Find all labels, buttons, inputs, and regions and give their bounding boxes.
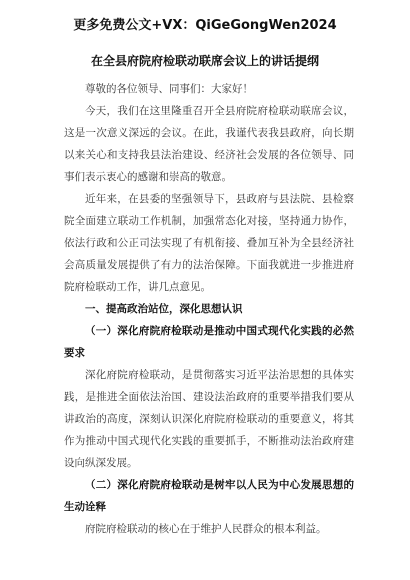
subsection-heading: （二）深化府院府检联动是树牢以人民为中心发展思想的生动诠释	[64, 479, 354, 513]
document-title: 在全县府院府检联动联席会议上的讲话提纲	[90, 54, 319, 68]
subsection-heading: （一）深化府院府检联动是推动中国式现代化实践的必然要求	[64, 325, 354, 359]
paragraph: 近年来，在县委的坚强领导下，县政府与县法院、县检察院全面建立联动工作机制，加强常态化对接，坚持通力协作，依法行政和公正司法实现了有机衔接、叠加互补为全县经济社会高质量发展提供了有力的法治保障。下面我就进一步推进府院府检联动工作，讲几点意见。	[64, 193, 354, 293]
salutation: 尊敬的各位领导、同事们：大家好！	[85, 83, 253, 95]
paragraph: 府院府检联动的核心在于维护人民群众的根本利益。	[85, 523, 327, 535]
paragraph: 深化府院府检联动，是贯彻落实习近平法治思想的具体实践，是推进全面依法治国、建设法治政府的重要举措我们要从讲政治的高度，深刻认识深化府院府检联动的重要意义，将其作为推动中国式现代化实践的重要抓手，不断推动法治政府建设向纵深发展。	[64, 369, 354, 469]
document-body	[64, 78, 354, 540]
section-heading: 一、提高政治站位，深化思想认识	[85, 303, 243, 315]
paragraph: 今天，我们在这里隆重召开全县府院府检联动联席会议，这是一次意义深远的会议。在此，我谨代表我县政府，向长期以来关心和支持我县法治建设、经济社会发展的各位领导、同事们表示衷心的感谢和崇高的敬意。	[64, 105, 354, 183]
watermark-header: 更多免费公文+VX：QiGeGongWen2024	[73, 18, 337, 33]
